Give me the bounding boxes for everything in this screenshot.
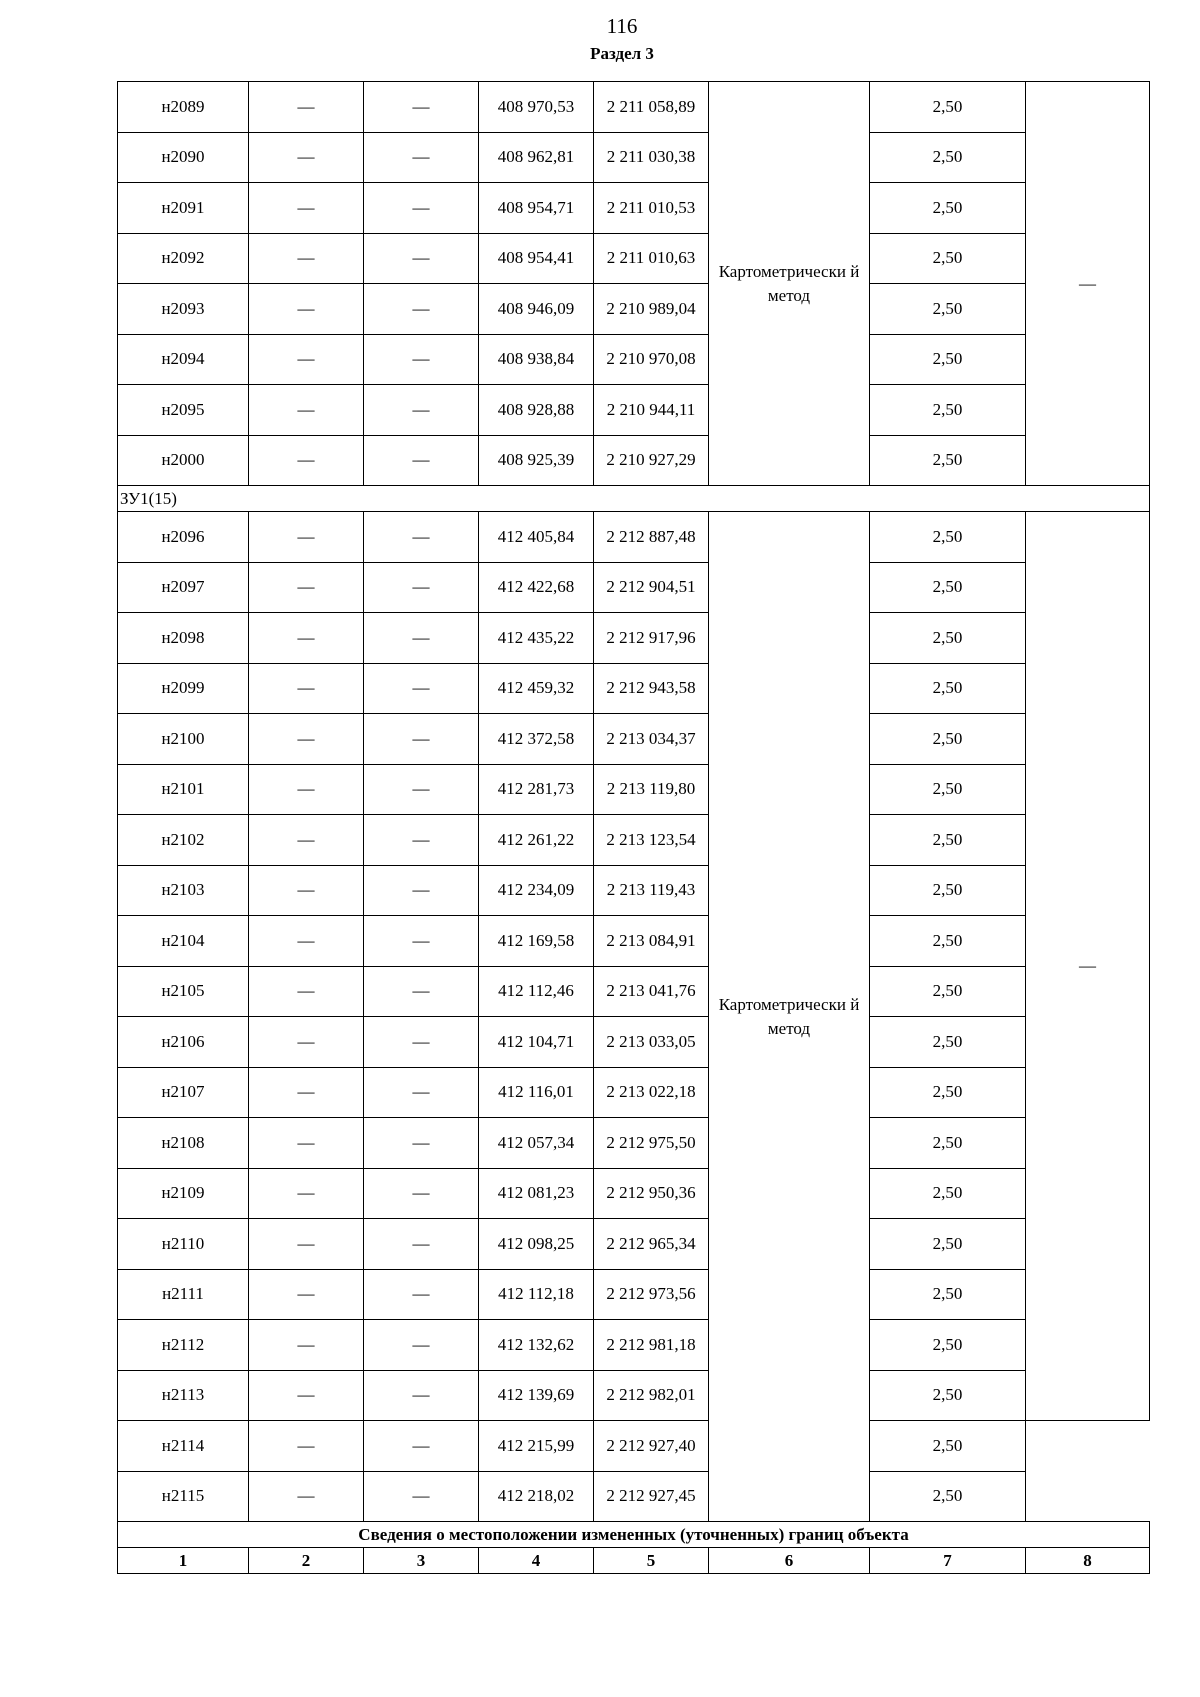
col2-cell: — [249, 1320, 364, 1371]
point-id-cell: н2089 [118, 82, 249, 133]
col3-cell: — [364, 1118, 479, 1169]
x-coordinate-cell: 408 946,09 [479, 284, 594, 335]
point-id-cell: н2100 [118, 714, 249, 765]
point-id-cell: н2095 [118, 385, 249, 436]
table-row [118, 613, 1150, 664]
precision-cell: 2,50 [870, 1118, 1026, 1169]
precision-cell: 2,50 [870, 233, 1026, 284]
col2-cell: — [249, 663, 364, 714]
col3-cell: — [364, 183, 479, 234]
y-coordinate-cell: 2 210 927,29 [594, 435, 709, 486]
col3-cell: — [364, 562, 479, 613]
x-coordinate-cell: 412 169,58 [479, 916, 594, 967]
col2-cell: — [249, 1219, 364, 1270]
table-row [118, 512, 1150, 563]
col2-cell: — [249, 1017, 364, 1068]
x-coordinate-cell: 412 422,68 [479, 562, 594, 613]
table-row [118, 865, 1150, 916]
table-row [118, 385, 1150, 436]
x-coordinate-cell: 412 116,01 [479, 1067, 594, 1118]
group-header-row [118, 486, 1150, 512]
col3-cell: — [364, 1471, 479, 1522]
y-coordinate-cell: 2 213 034,37 [594, 714, 709, 765]
precision-cell: 2,50 [870, 865, 1026, 916]
y-coordinate-cell: 2 210 970,08 [594, 334, 709, 385]
x-coordinate-cell: 408 928,88 [479, 385, 594, 436]
y-coordinate-cell: 2 213 119,43 [594, 865, 709, 916]
table-row [118, 334, 1150, 385]
y-coordinate-cell: 2 212 887,48 [594, 512, 709, 563]
point-id-cell: н2109 [118, 1168, 249, 1219]
table-row [118, 284, 1150, 335]
col3-cell: — [364, 284, 479, 335]
col2-cell: — [249, 764, 364, 815]
point-id-cell: н2094 [118, 334, 249, 385]
x-coordinate-cell: 408 970,53 [479, 82, 594, 133]
x-coordinate-cell: 408 962,81 [479, 132, 594, 183]
table-row [118, 1067, 1150, 1118]
point-id-cell: н2114 [118, 1421, 249, 1472]
x-coordinate-cell: 412 132,62 [479, 1320, 594, 1371]
y-coordinate-cell: 2 212 927,45 [594, 1471, 709, 1522]
point-id-cell: н2104 [118, 916, 249, 967]
y-coordinate-cell: 2 213 022,18 [594, 1067, 709, 1118]
x-coordinate-cell: 412 112,46 [479, 966, 594, 1017]
column-number-7: 7 [870, 1548, 1026, 1574]
col2-cell: — [249, 1118, 364, 1169]
precision-cell: 2,50 [870, 714, 1026, 765]
y-coordinate-cell: 2 212 975,50 [594, 1118, 709, 1169]
col3-cell: — [364, 663, 479, 714]
point-id-cell: н2099 [118, 663, 249, 714]
y-coordinate-cell: 2 212 943,58 [594, 663, 709, 714]
x-coordinate-cell: 412 215,99 [479, 1421, 594, 1472]
table-row [118, 764, 1150, 815]
method-cell: Картометрически й метод [709, 82, 870, 486]
precision-cell: 2,50 [870, 764, 1026, 815]
x-coordinate-cell: 412 081,23 [479, 1168, 594, 1219]
col3-cell: — [364, 764, 479, 815]
section-title: Раздел 3 [590, 44, 654, 63]
table-body [118, 82, 1150, 1574]
col3-cell: — [364, 385, 479, 436]
col2-cell: — [249, 233, 364, 284]
col8-cell: — [1026, 82, 1150, 486]
precision-cell: 2,50 [870, 1168, 1026, 1219]
x-coordinate-cell: 412 098,25 [479, 1219, 594, 1270]
y-coordinate-cell: 2 212 917,96 [594, 613, 709, 664]
point-id-cell: н2093 [118, 284, 249, 335]
precision-cell: 2,50 [870, 1269, 1026, 1320]
caption-row [118, 1522, 1150, 1548]
y-coordinate-cell: 2 211 058,89 [594, 82, 709, 133]
precision-cell: 2,50 [870, 815, 1026, 866]
y-coordinate-cell: 2 212 982,01 [594, 1370, 709, 1421]
x-coordinate-cell: 412 234,09 [479, 865, 594, 916]
x-coordinate-cell: 412 218,02 [479, 1471, 594, 1522]
y-coordinate-cell: 2 212 927,40 [594, 1421, 709, 1472]
point-id-cell: н2107 [118, 1067, 249, 1118]
col2-cell: — [249, 714, 364, 765]
precision-cell: 2,50 [870, 1320, 1026, 1371]
col2-cell: — [249, 1067, 364, 1118]
y-coordinate-cell: 2 212 981,18 [594, 1320, 709, 1371]
col2-cell: — [249, 132, 364, 183]
col3-cell: — [364, 916, 479, 967]
col2-cell: — [249, 562, 364, 613]
point-id-cell: н2106 [118, 1017, 249, 1068]
table-row [118, 562, 1150, 613]
point-id-cell: н2105 [118, 966, 249, 1017]
col3-cell: — [364, 233, 479, 284]
precision-cell: 2,50 [870, 1370, 1026, 1421]
point-id-cell: н2112 [118, 1320, 249, 1371]
col3-cell: — [364, 815, 479, 866]
table-row [118, 233, 1150, 284]
col3-cell: — [364, 1370, 479, 1421]
col2-cell: — [249, 815, 364, 866]
col2-cell: — [249, 512, 364, 563]
col3-cell: — [364, 1168, 479, 1219]
precision-cell: 2,50 [870, 1421, 1026, 1472]
y-coordinate-cell: 2 213 033,05 [594, 1017, 709, 1068]
col3-cell: — [364, 1219, 479, 1270]
precision-cell: 2,50 [870, 966, 1026, 1017]
col2-cell: — [249, 1168, 364, 1219]
table-row [118, 1118, 1150, 1169]
col3-cell: — [364, 1421, 479, 1472]
column-number-3: 3 [364, 1548, 479, 1574]
y-coordinate-cell: 2 213 041,76 [594, 966, 709, 1017]
page-number: 116 [606, 14, 638, 38]
x-coordinate-cell: 408 954,41 [479, 233, 594, 284]
precision-cell: 2,50 [870, 435, 1026, 486]
y-coordinate-cell: 2 212 904,51 [594, 562, 709, 613]
col2-cell: — [249, 865, 364, 916]
section-caption: Сведения о местоположении измененных (уточненных) границ объекта [118, 1522, 1150, 1548]
x-coordinate-cell: 412 104,71 [479, 1017, 594, 1068]
precision-cell: 2,50 [870, 562, 1026, 613]
point-id-cell: н2111 [118, 1269, 249, 1320]
col2-cell: — [249, 284, 364, 335]
column-number-6: 6 [709, 1548, 870, 1574]
col3-cell: — [364, 132, 479, 183]
y-coordinate-cell: 2 210 989,04 [594, 284, 709, 335]
table-row [118, 1320, 1150, 1371]
col8-cell: — [1026, 512, 1150, 1421]
method-cell: Картометрически й метод [709, 512, 870, 1522]
col3-cell: — [364, 1017, 479, 1068]
table-row [118, 815, 1150, 866]
precision-cell: 2,50 [870, 284, 1026, 335]
precision-cell: 2,50 [870, 663, 1026, 714]
table-row [118, 1421, 1150, 1472]
col2-cell: — [249, 82, 364, 133]
precision-cell: 2,50 [870, 334, 1026, 385]
precision-cell: 2,50 [870, 613, 1026, 664]
table-row [118, 1370, 1150, 1421]
y-coordinate-cell: 2 213 123,54 [594, 815, 709, 866]
y-coordinate-cell: 2 213 084,91 [594, 916, 709, 967]
table-row [118, 714, 1150, 765]
x-coordinate-cell: 408 925,39 [479, 435, 594, 486]
point-id-cell: н2090 [118, 132, 249, 183]
x-coordinate-cell: 412 057,34 [479, 1118, 594, 1169]
col3-cell: — [364, 613, 479, 664]
y-coordinate-cell: 2 212 965,34 [594, 1219, 709, 1270]
col3-cell: — [364, 865, 479, 916]
precision-cell: 2,50 [870, 82, 1026, 133]
table-row [118, 966, 1150, 1017]
col3-cell: — [364, 1269, 479, 1320]
x-coordinate-cell: 412 112,18 [479, 1269, 594, 1320]
col2-cell: — [249, 1370, 364, 1421]
precision-cell: 2,50 [870, 385, 1026, 436]
x-coordinate-cell: 412 405,84 [479, 512, 594, 563]
column-number-2: 2 [249, 1548, 364, 1574]
table-row [118, 435, 1150, 486]
point-id-cell: н2097 [118, 562, 249, 613]
precision-cell: 2,50 [870, 1017, 1026, 1068]
point-id-cell: н2091 [118, 183, 249, 234]
point-id-cell: н2110 [118, 1219, 249, 1270]
table-row [118, 183, 1150, 234]
column-number-4: 4 [479, 1548, 594, 1574]
x-coordinate-cell: 412 281,73 [479, 764, 594, 815]
y-coordinate-cell: 2 212 950,36 [594, 1168, 709, 1219]
precision-cell: 2,50 [870, 132, 1026, 183]
precision-cell: 2,50 [870, 916, 1026, 967]
precision-cell: 2,50 [870, 1067, 1026, 1118]
column-number-8: 8 [1026, 1548, 1150, 1574]
x-coordinate-cell: 412 261,22 [479, 815, 594, 866]
precision-cell: 2,50 [870, 1219, 1026, 1270]
table-row [118, 1017, 1150, 1068]
col3-cell: — [364, 512, 479, 563]
col2-cell: — [249, 334, 364, 385]
col2-cell: — [249, 1421, 364, 1472]
precision-cell: 2,50 [870, 1471, 1026, 1522]
table-row [118, 1471, 1150, 1522]
point-id-cell: н2103 [118, 865, 249, 916]
col2-cell: — [249, 966, 364, 1017]
x-coordinate-cell: 408 938,84 [479, 334, 594, 385]
col2-cell: — [249, 435, 364, 486]
col3-cell: — [364, 966, 479, 1017]
point-id-cell: н2113 [118, 1370, 249, 1421]
column-number-1: 1 [118, 1548, 249, 1574]
col3-cell: — [364, 714, 479, 765]
y-coordinate-cell: 2 211 030,38 [594, 132, 709, 183]
precision-cell: 2,50 [870, 512, 1026, 563]
col2-cell: — [249, 1269, 364, 1320]
y-coordinate-cell: 2 212 973,56 [594, 1269, 709, 1320]
x-coordinate-cell: 412 372,58 [479, 714, 594, 765]
table-row [118, 1219, 1150, 1270]
x-coordinate-cell: 412 139,69 [479, 1370, 594, 1421]
table-row [118, 916, 1150, 967]
col2-cell: — [249, 916, 364, 967]
table-row [118, 82, 1150, 133]
col2-cell: — [249, 1471, 364, 1522]
y-coordinate-cell: 2 213 119,80 [594, 764, 709, 815]
column-index-row [118, 1548, 1150, 1574]
col3-cell: — [364, 435, 479, 486]
y-coordinate-cell: 2 211 010,53 [594, 183, 709, 234]
x-coordinate-cell: 412 435,22 [479, 613, 594, 664]
coordinates-table [117, 81, 1150, 1574]
point-id-cell: н2108 [118, 1118, 249, 1169]
precision-cell: 2,50 [870, 183, 1026, 234]
col3-cell: — [364, 1320, 479, 1371]
column-number-5: 5 [594, 1548, 709, 1574]
point-id-cell: н2000 [118, 435, 249, 486]
table-row [118, 132, 1150, 183]
col3-cell: — [364, 82, 479, 133]
point-id-cell: н2096 [118, 512, 249, 563]
col2-cell: — [249, 385, 364, 436]
x-coordinate-cell: 408 954,71 [479, 183, 594, 234]
y-coordinate-cell: 2 210 944,11 [594, 385, 709, 436]
x-coordinate-cell: 412 459,32 [479, 663, 594, 714]
table-row [118, 1168, 1150, 1219]
table-row [118, 1269, 1150, 1320]
col2-cell: — [249, 183, 364, 234]
point-id-cell: н2101 [118, 764, 249, 815]
point-id-cell: н2098 [118, 613, 249, 664]
y-coordinate-cell: 2 211 010,63 [594, 233, 709, 284]
group-label: ЗУ1(15) [118, 486, 1150, 512]
point-id-cell: н2092 [118, 233, 249, 284]
col3-cell: — [364, 334, 479, 385]
point-id-cell: н2115 [118, 1471, 249, 1522]
point-id-cell: н2102 [118, 815, 249, 866]
col8-cell [1026, 1421, 1150, 1522]
table-row [118, 663, 1150, 714]
col2-cell: — [249, 613, 364, 664]
col3-cell: — [364, 1067, 479, 1118]
